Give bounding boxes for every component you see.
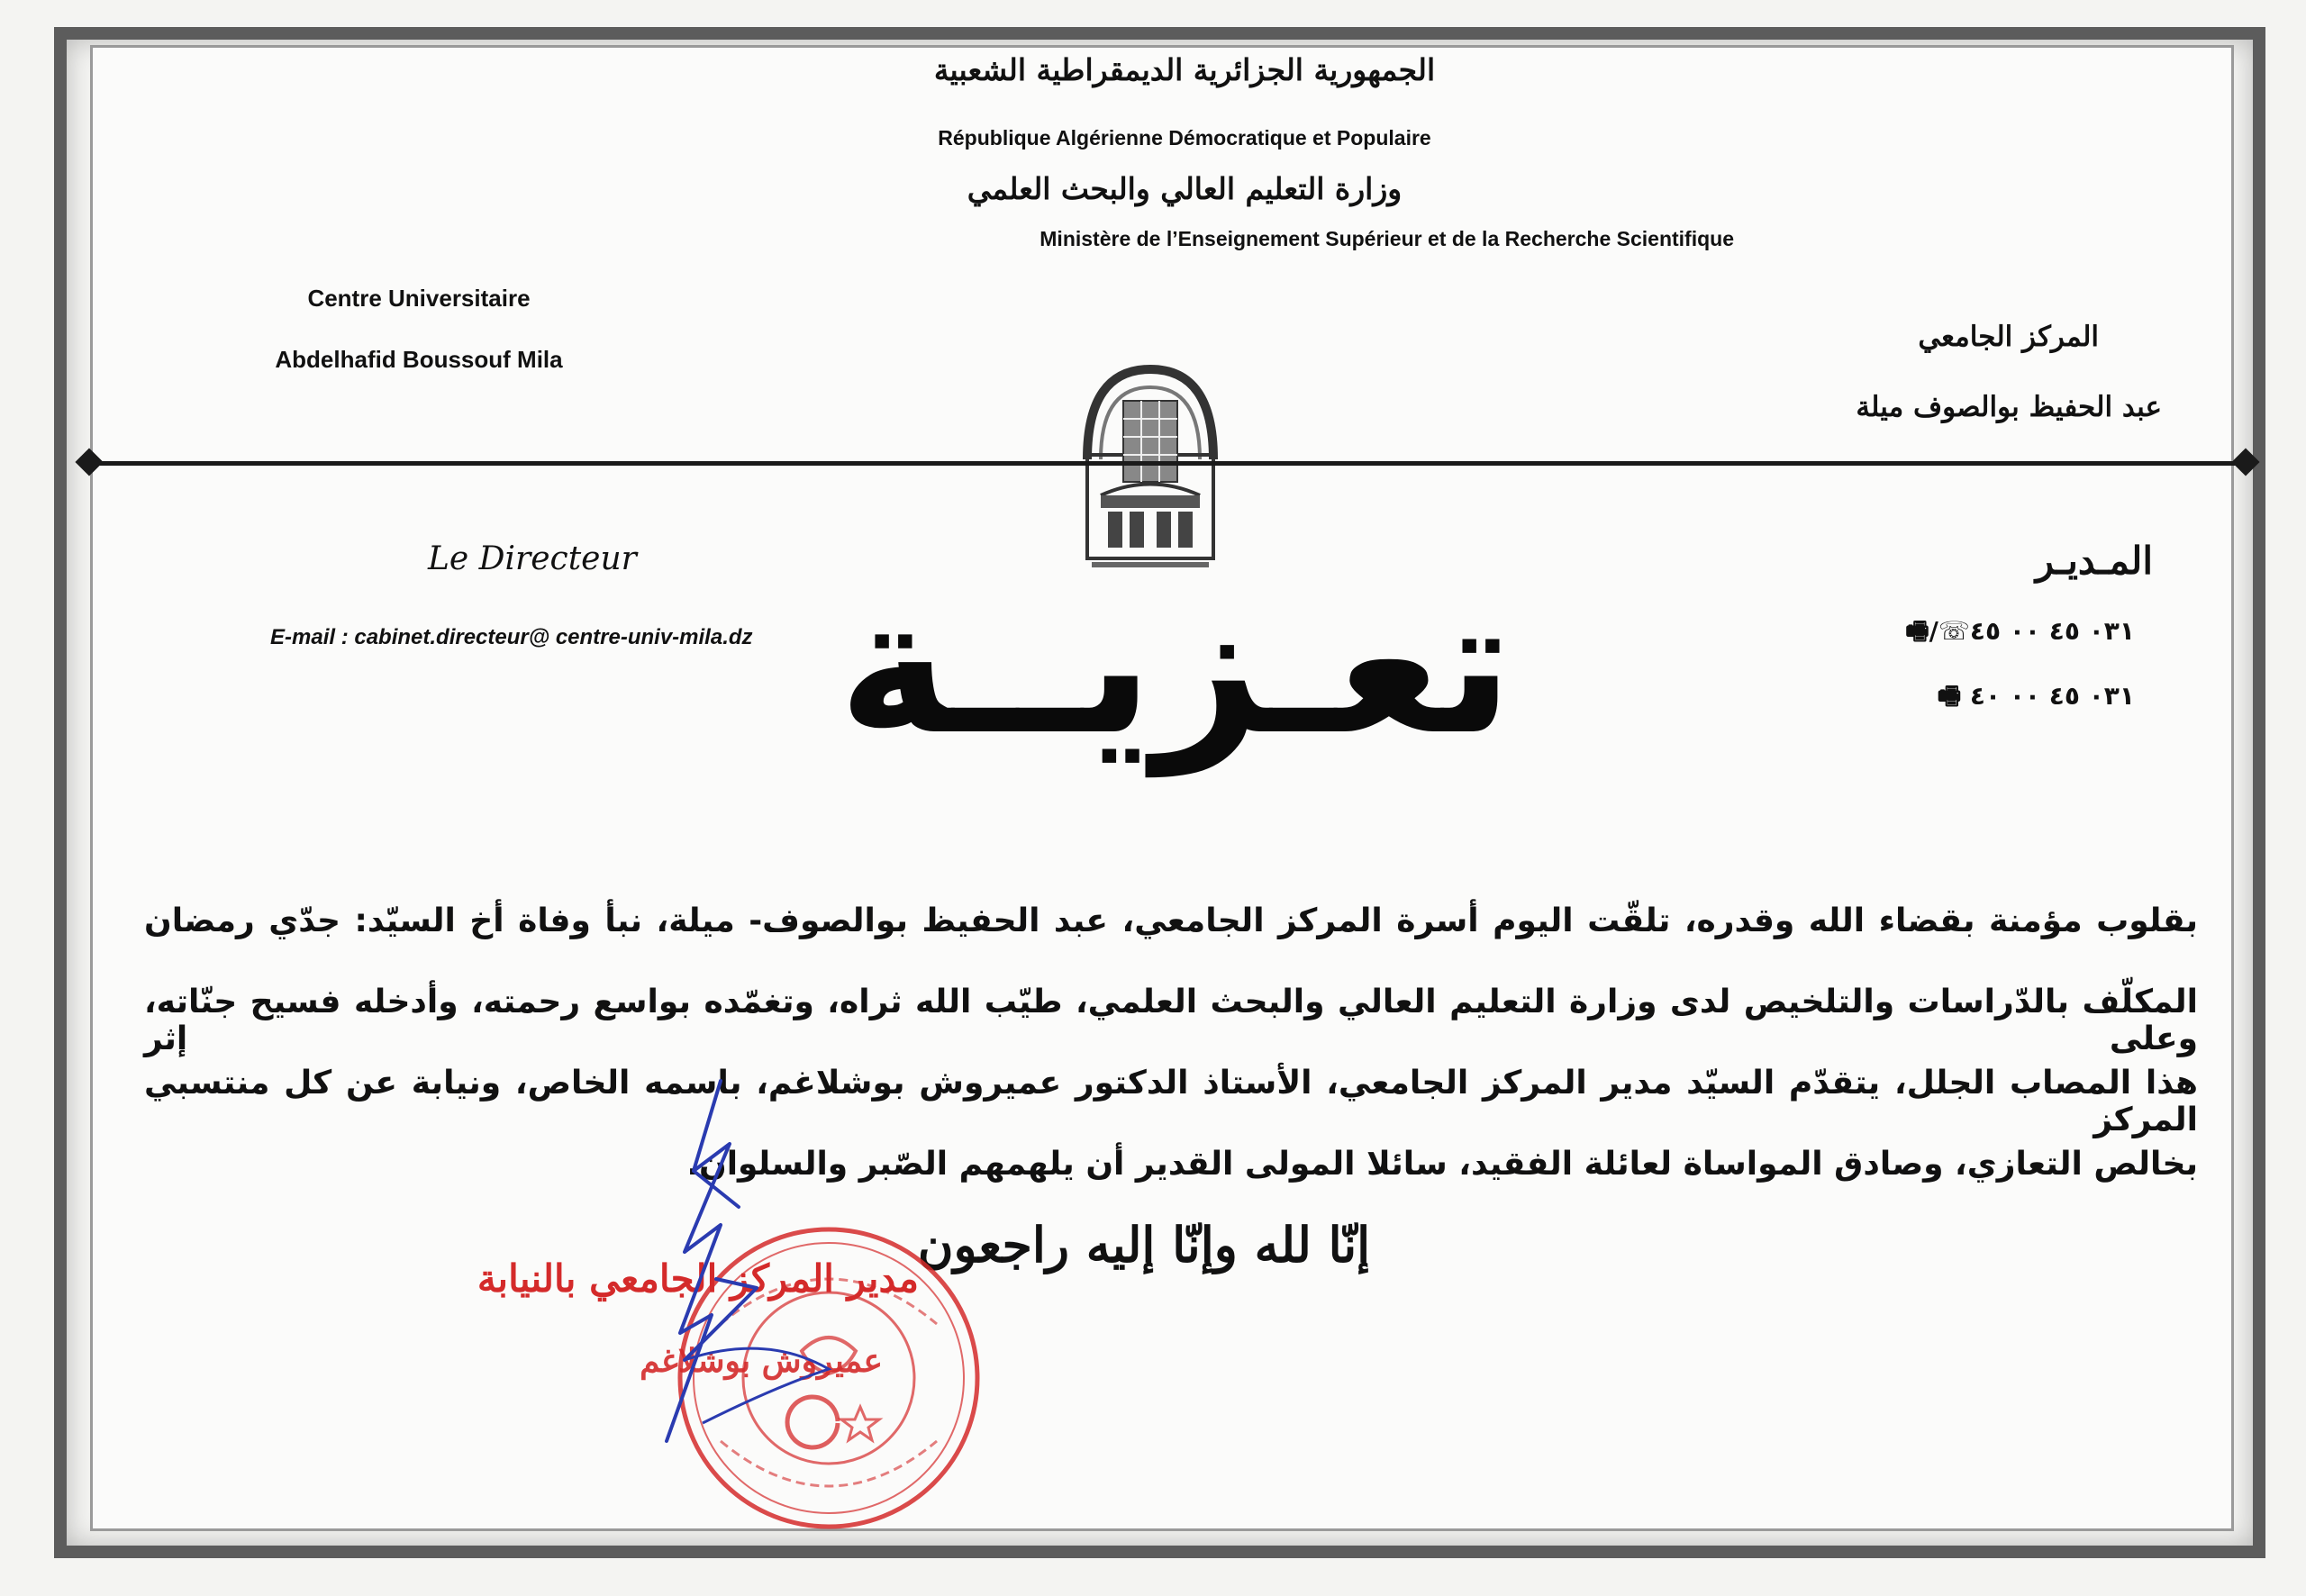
body-line-3: هذا المصاب الجلل، يتقدّم السيّد مدير المركز الجامعي، الأستاذ الدكتور عميروش بوشلاغم، باسمه الخاص، ونيابة عن كل منتسبي المركز <box>144 1065 2198 1138</box>
header-fr-republic: République Algérienne Démocratique et Populaire <box>938 126 1431 150</box>
institution-ar-line2: عبد الحفيظ بوالصوف ميلة <box>1856 391 2162 423</box>
document-title: تعـزيــة <box>838 556 1513 776</box>
phone-fax-line: 🖷/☏٠٣١ ٤٥ ٠٠ ٤٥ <box>1905 616 2135 646</box>
header-divider <box>86 461 2247 466</box>
university-logo <box>1074 360 1227 576</box>
header-ar-ministry: وزارة التعليم العالي والبحث العلمي <box>967 171 1403 206</box>
director-fr-title: Le Directeur <box>428 540 637 577</box>
director-email: E-mail : cabinet.directeur@ centre-univ-mila.dz <box>270 625 753 649</box>
stamp-director-name: عميروش بوشلاغم <box>640 1342 883 1380</box>
institution-fr-line1: Centre Universitaire <box>307 285 531 312</box>
director-signature <box>631 1063 901 1495</box>
director-ar-title: المـديـر <box>2035 539 2153 583</box>
institution-ar-line1: المركز الجامعي <box>1918 321 2099 353</box>
inner-frame <box>90 45 2234 1531</box>
stamp-director-title: مدير المركز الجامعي بالنيابة <box>477 1256 919 1301</box>
fax-line: 🖷 ٠٣١ ٤٥ ٠٠ ٤٠ <box>1937 681 2135 711</box>
institution-fr-line2: Abdelhafid Boussouf Mila <box>275 346 563 373</box>
body-line-1: بقلوب مؤمنة بقضاء الله وقدره، تلقّت اليوم أسرة المركز الجامعي، عبد الحفيظ بوالصوف- ميلة، نبأ وفاة أخ السيّد: جدّي رمضان <box>144 902 2198 939</box>
header-ar-republic: الجمهورية الجزائرية الديمقراطية الشعبية <box>933 52 1436 87</box>
verse-calligraphy: إنّا لله وإنّا إليه راجعون <box>917 1216 1371 1274</box>
body-line-4: بخالص التعازي، وصادق المواساة لعائلة الفقيد، سائلا المولى القدير أن يلهمهم الصّبر والسلوان. <box>686 1146 2198 1183</box>
header-fr-ministry: Ministère de l’Enseignement Supérieur et de la Recherche Scientifique <box>1040 227 1734 250</box>
body-line-2: المكلّف بالدّراسات والتلخيص لدى وزارة التعليم العالي والبحث العلمي، طيّب الله ثراه، وتغمّده بواسع رحمته، وأدخله فسيح جنّاته، وعلى إثر <box>144 984 2198 1057</box>
